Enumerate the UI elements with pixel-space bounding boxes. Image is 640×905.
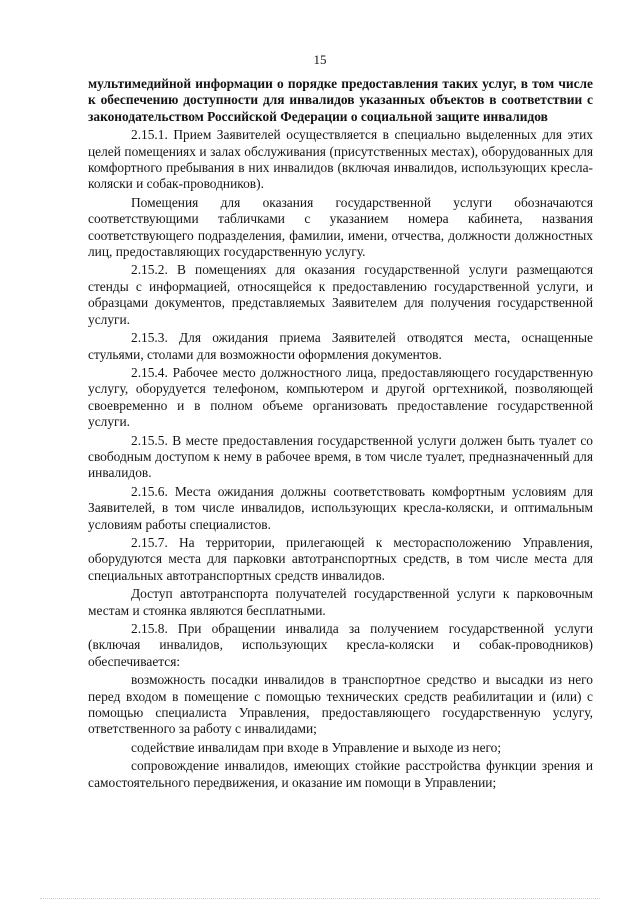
list-item-entry-assistance: содействие инвалидам при входе в Управление и выходе из него;: [131, 739, 502, 755]
section-heading-continuation: мультимедийной информации о порядке предоставления таких услуг, в том числе к обеспечению доступности для инвалидов указанных объектов в соответствии с законодательством Российской Федерации о социальной защите инвалидов: [88, 76, 593, 124]
list-item-transport-assistance: возможность посадки инвалидов в транспортное средство и высадки из него перед входом в помещение с помощью технических средств реабилитации и (или) с помощью специалиста Управления, предоставляющего государственную услугу, ответственного за работу с инвалидами;: [88, 672, 593, 737]
page-number: 15: [313, 52, 327, 67]
scan-edge-artifact: [40, 898, 600, 901]
page-body: [88, 76, 593, 793]
paragraph-2-15-7: 2.15.7. На территории, прилегающей к месторасположению Управления, оборудуются места для парковки автотранспортных средств, в том числе места для специальных автотранспортных средств инвалидов.: [88, 534, 593, 583]
list-item-escort-assistance: сопровождение инвалидов, имеющих стойкие расстройства функции зрения и самостоятельного передвижения, и оказание им помощи в Управлении;: [88, 758, 593, 790]
paragraph-parking-access: Доступ автотранспорта получателей государственной услуги к парковочным местам и стоянка являются бесплатными.: [88, 586, 593, 618]
paragraph-premises-signs: Помещения для оказания государственной услуги обозначаются соответствующими табличками с указанием номера кабинета, названия соответствующего подразделения, фамилии, имени, отчества, должности должностных лиц, предоставляющих государственную услугу.: [88, 194, 593, 260]
paragraph-2-15-1: 2.15.1. Прием Заявителей осуществляется в специально выделенных для этих целей помещениях и залах обслуживания (присутственных местах), оборудованных для комфортного пребывания в них инвалидов (включая инвалидов, использующих кресла-коляски и собак-проводников).: [88, 127, 593, 192]
paragraph-2-15-3: 2.15.3. Для ожидания приема Заявителей отводятся места, оснащенные стульями, столами для возможности оформления документов.: [88, 330, 593, 362]
paragraph-2-15-2: 2.15.2. В помещениях для оказания государственной услуги размещаются стенды с информацией, относящейся к предоставлению государственной услуги, и образцами документов, представляемых Заявителем для получения государственной услуги.: [88, 262, 593, 327]
paragraph-2-15-5: 2.15.5. В месте предоставления государственной услуги должен быть туалет со свободным доступом к нему в рабочее время, в том числе туалет, предназначенный для инвалидов.: [88, 432, 593, 481]
paragraph-2-15-6: 2.15.6. Места ожидания должны соответствовать комфортным условиям для Заявителей, в том числе инвалидов, использующих кресла-коляски, и оптимальным условиям работы специалистов.: [88, 483, 593, 532]
paragraph-2-15-8: 2.15.8. При обращении инвалида за получением государственной услуги (включая инвалидов, использующих кресла-коляски и собак-проводников) обеспечивается:: [88, 621, 593, 669]
paragraph-2-15-4: 2.15.4. Рабочее место должностного лица, предоставляющего государственную услугу, оборудуется телефоном, компьютером и другой оргтехникой, позволяющей своевременно и в полном объеме организовать предоставление государственной услуги.: [88, 364, 593, 430]
